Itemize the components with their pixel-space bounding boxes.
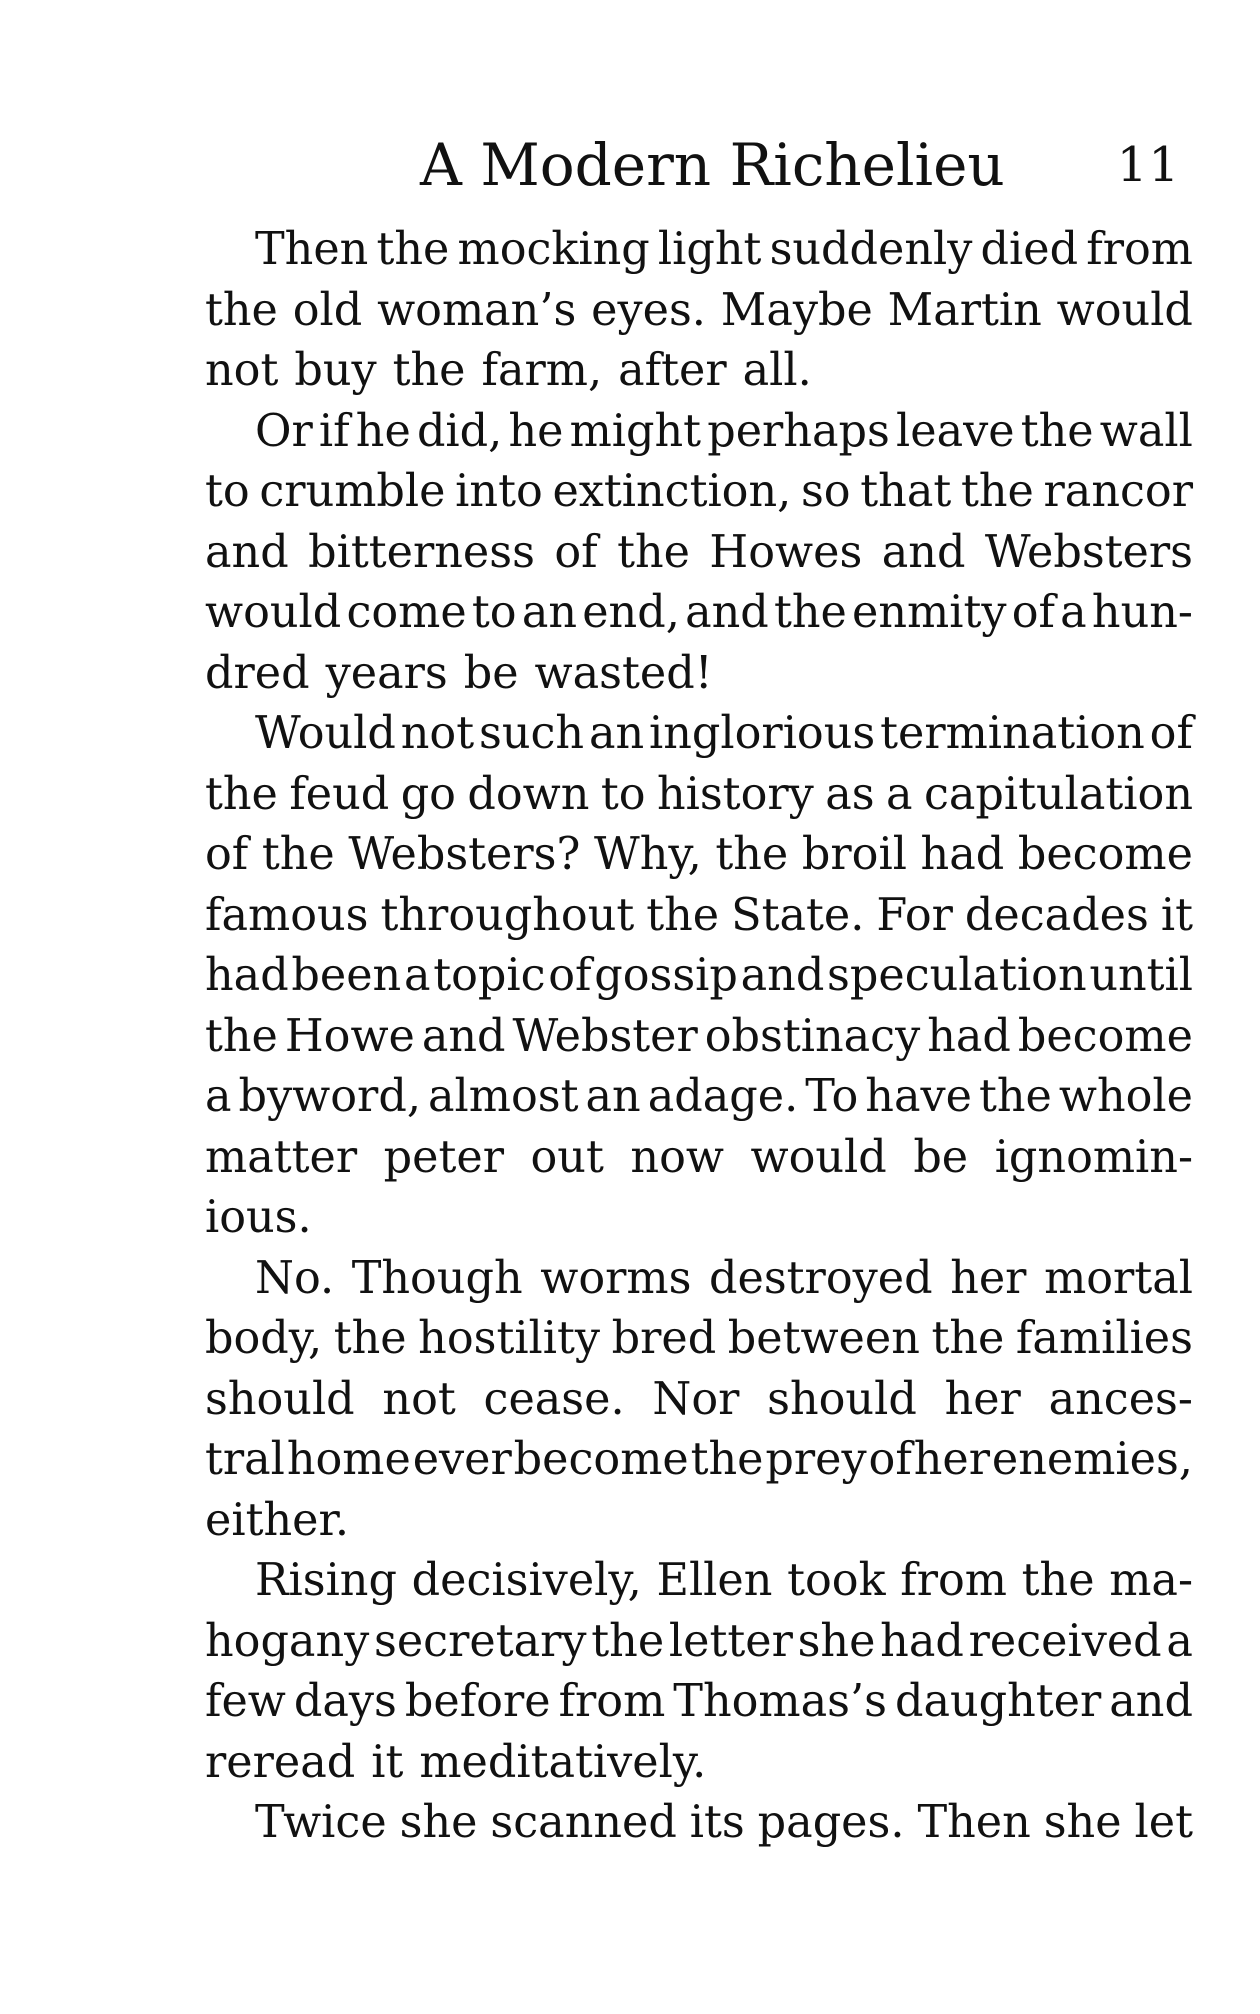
word: extinction,	[552, 466, 792, 517]
word: letter	[668, 1615, 793, 1667]
word: body,	[205, 1313, 323, 1364]
word: did,	[416, 405, 503, 457]
word: received	[968, 1615, 1162, 1667]
word: the	[960, 466, 1034, 517]
text-line	[205, 1733, 1193, 1794]
word: and	[740, 950, 825, 1001]
word: throughout	[380, 889, 635, 941]
word: have	[865, 1071, 972, 1122]
word: bitterness	[308, 526, 535, 578]
word: had	[880, 1615, 964, 1667]
word: pages.	[757, 1797, 905, 1848]
word: capitulation	[923, 768, 1193, 820]
word: an	[521, 587, 578, 638]
word: cease.	[483, 1373, 625, 1425]
word: become	[1017, 829, 1193, 880]
word: ances-	[1048, 1373, 1193, 1425]
word: would	[750, 1131, 887, 1183]
word: a	[205, 1071, 232, 1122]
word: she	[1043, 1797, 1122, 1848]
word: from	[558, 1676, 666, 1727]
word: rancor	[1043, 466, 1193, 517]
text-line	[205, 1007, 1193, 1068]
word: be	[463, 647, 519, 699]
word: it	[1160, 889, 1193, 941]
word: let	[1134, 1797, 1193, 1848]
word: days	[293, 1676, 397, 1727]
word: matter	[205, 1131, 358, 1183]
word: For	[876, 889, 953, 941]
word: broil	[801, 829, 907, 880]
word: a	[403, 950, 431, 1001]
word: a	[886, 768, 913, 820]
word: the	[333, 1313, 407, 1364]
word: inglorious	[649, 708, 876, 759]
text-line	[205, 462, 1193, 523]
word: famous	[205, 889, 369, 941]
word: reread	[205, 1736, 356, 1788]
word: the	[617, 526, 690, 578]
word: destroyed	[709, 1252, 933, 1304]
word: mocking	[457, 224, 650, 275]
word: Then	[255, 224, 369, 275]
word: the	[931, 1313, 1005, 1364]
word: decades	[964, 889, 1149, 941]
word: he	[355, 405, 411, 457]
word: all.	[742, 345, 812, 396]
word: ious.	[205, 1192, 312, 1243]
text-line	[205, 402, 1193, 463]
word: almost	[427, 1071, 579, 1122]
word: ever	[412, 1434, 512, 1485]
word: perhaps	[707, 405, 890, 457]
word: as	[825, 768, 875, 820]
word: down	[467, 768, 590, 820]
word: of	[1149, 708, 1193, 759]
word: that	[860, 466, 952, 517]
word: a	[1166, 1615, 1193, 1667]
word: Martin	[887, 284, 1042, 336]
word: died	[980, 224, 1079, 275]
word: a	[1060, 587, 1087, 638]
word: the	[392, 345, 466, 396]
word: speculation	[827, 950, 1087, 1001]
word: the	[376, 224, 450, 275]
word: between	[727, 1313, 920, 1364]
word: until	[1089, 950, 1193, 1001]
running-title: A Modern Richelieu	[420, 131, 1005, 199]
word: Why,	[593, 829, 702, 880]
word: the	[591, 1615, 665, 1667]
word: feud	[289, 768, 390, 820]
word: Then	[917, 1797, 1031, 1848]
word: he	[508, 405, 564, 457]
word: history	[656, 768, 814, 820]
word: State.	[731, 889, 865, 941]
word: go	[400, 768, 456, 820]
word: secretary	[374, 1615, 587, 1667]
word: worms	[540, 1252, 692, 1304]
word: dred	[205, 647, 310, 699]
word: woman’s	[377, 284, 577, 336]
word: No.	[255, 1252, 335, 1304]
word: enmity	[852, 587, 1007, 638]
word: obstinacy	[704, 1010, 921, 1062]
word: she	[399, 1797, 478, 1848]
word: her	[913, 1434, 990, 1485]
word: the	[773, 587, 847, 638]
word: should	[205, 1373, 355, 1425]
word: the	[1021, 1555, 1095, 1606]
word: Rising	[255, 1555, 397, 1606]
word: ignomin-	[994, 1131, 1193, 1183]
word: after	[618, 345, 727, 396]
word: of	[205, 829, 249, 880]
word: come	[346, 587, 467, 638]
word: the	[205, 768, 278, 820]
text-line	[205, 1430, 1193, 1491]
word: took	[787, 1555, 886, 1606]
word: suddenly	[769, 224, 973, 275]
word: an	[585, 1071, 641, 1122]
word: old	[292, 284, 363, 336]
text-line	[205, 1672, 1193, 1733]
word: mortal	[1044, 1252, 1193, 1304]
text-line	[205, 886, 1193, 947]
text-line	[205, 1309, 1193, 1370]
word: its	[689, 1797, 745, 1848]
word: of	[548, 950, 592, 1001]
text-line	[205, 644, 1193, 705]
text-line	[205, 1491, 1193, 1552]
word: the	[978, 1071, 1052, 1122]
word: Or	[255, 405, 313, 457]
word: Maybe	[720, 284, 873, 336]
word: families	[1015, 1313, 1193, 1364]
word: decisively,	[411, 1555, 642, 1606]
word: she	[797, 1615, 876, 1667]
word: and	[205, 526, 289, 578]
word: the	[261, 829, 335, 880]
word: if	[318, 405, 350, 457]
word: adage.	[647, 1071, 799, 1122]
word: byword,	[238, 1071, 421, 1122]
text-line	[205, 765, 1193, 826]
word: eyes.	[591, 284, 706, 336]
text-line	[205, 1188, 1193, 1249]
word: wasted!	[534, 647, 713, 699]
word: Twice	[255, 1797, 387, 1848]
word: the	[205, 284, 278, 336]
text-line	[205, 1612, 1193, 1673]
word: light	[657, 224, 762, 275]
word: home	[286, 1434, 411, 1485]
word: and	[881, 526, 966, 578]
word: the	[690, 1434, 764, 1485]
word: and	[685, 587, 769, 638]
word: crumble	[259, 466, 446, 517]
word: not	[400, 708, 475, 759]
word: years	[325, 647, 448, 699]
word: had	[205, 950, 289, 1001]
text-line	[205, 704, 1193, 765]
word: her	[950, 1252, 1027, 1304]
word: and	[421, 1010, 506, 1062]
word: and	[1109, 1676, 1193, 1727]
word: not	[205, 345, 279, 396]
word: before	[404, 1676, 551, 1727]
word: Howes	[709, 526, 863, 578]
word: so	[800, 466, 851, 517]
word: leave	[896, 405, 1015, 457]
word: be	[913, 1131, 969, 1183]
word: Thomas’s	[673, 1676, 887, 1727]
text-line	[205, 341, 1193, 402]
word: the	[1020, 405, 1094, 457]
word: peter	[383, 1131, 504, 1183]
word: tral	[205, 1434, 285, 1485]
word: Ellen	[656, 1555, 773, 1606]
word: Websters	[984, 526, 1193, 578]
word: hun-	[1091, 587, 1193, 638]
word: should	[767, 1373, 917, 1425]
word: bred	[611, 1313, 717, 1364]
word: topic	[433, 950, 546, 1001]
text-line	[205, 1067, 1193, 1128]
word: end,	[582, 587, 680, 638]
text-line	[205, 220, 1193, 281]
word: would	[1056, 284, 1193, 336]
text-line	[205, 1551, 1193, 1612]
word: would	[205, 587, 342, 638]
word: farm,	[481, 345, 603, 396]
word: become	[1017, 1010, 1193, 1062]
word: had	[927, 1010, 1011, 1062]
word: gossip	[594, 950, 738, 1001]
word: been	[291, 950, 402, 1001]
word: an	[588, 708, 645, 759]
word: prey	[765, 1434, 867, 1485]
word: to	[471, 587, 517, 638]
word: ma-	[1109, 1555, 1193, 1606]
word: few	[205, 1676, 286, 1727]
text-line	[205, 1793, 1193, 1854]
word: To	[805, 1071, 859, 1122]
word: Howe	[284, 1010, 415, 1062]
word: hogany	[205, 1615, 370, 1667]
word: Though	[351, 1252, 523, 1304]
word: from	[900, 1555, 1007, 1606]
text-line	[205, 1249, 1193, 1310]
text-line	[205, 1128, 1193, 1189]
word: wall	[1099, 405, 1193, 457]
word: now	[630, 1131, 724, 1183]
body-text	[205, 220, 1193, 1854]
word: Nor	[652, 1373, 740, 1425]
word: to	[205, 466, 250, 517]
word: either.	[205, 1494, 349, 1546]
word: Websters?	[348, 829, 581, 880]
word: the	[715, 829, 789, 880]
word: from	[1086, 224, 1193, 275]
word: hostility	[418, 1313, 601, 1364]
word: termination	[880, 708, 1145, 759]
text-line	[205, 1370, 1193, 1431]
word: scanned	[490, 1797, 677, 1848]
word: it	[371, 1736, 404, 1788]
word: might	[569, 405, 702, 457]
word: of	[1011, 587, 1055, 638]
text-line	[205, 523, 1193, 584]
text-line	[205, 281, 1193, 342]
word: whole	[1058, 1071, 1193, 1122]
word: such	[478, 708, 585, 759]
word: out	[530, 1131, 604, 1183]
word: Would	[255, 708, 396, 759]
word: had	[920, 829, 1005, 880]
word: daughter	[894, 1676, 1102, 1727]
word: enemies,	[991, 1434, 1193, 1485]
word: her	[944, 1373, 1021, 1425]
text-line	[205, 583, 1193, 644]
word: into	[455, 466, 543, 517]
word: of	[554, 526, 598, 578]
word: buy	[294, 345, 377, 396]
word: the	[646, 889, 720, 941]
running-head	[205, 130, 1205, 200]
text-line	[205, 825, 1193, 886]
word: not	[382, 1373, 456, 1425]
word: Webster	[512, 1010, 698, 1062]
word: meditatively.	[419, 1736, 707, 1788]
text-line	[205, 946, 1193, 1007]
page-number: 11	[1116, 137, 1180, 193]
word: become	[513, 1434, 689, 1485]
word: to	[600, 768, 646, 820]
word: of	[868, 1434, 912, 1485]
word: the	[205, 1010, 278, 1062]
